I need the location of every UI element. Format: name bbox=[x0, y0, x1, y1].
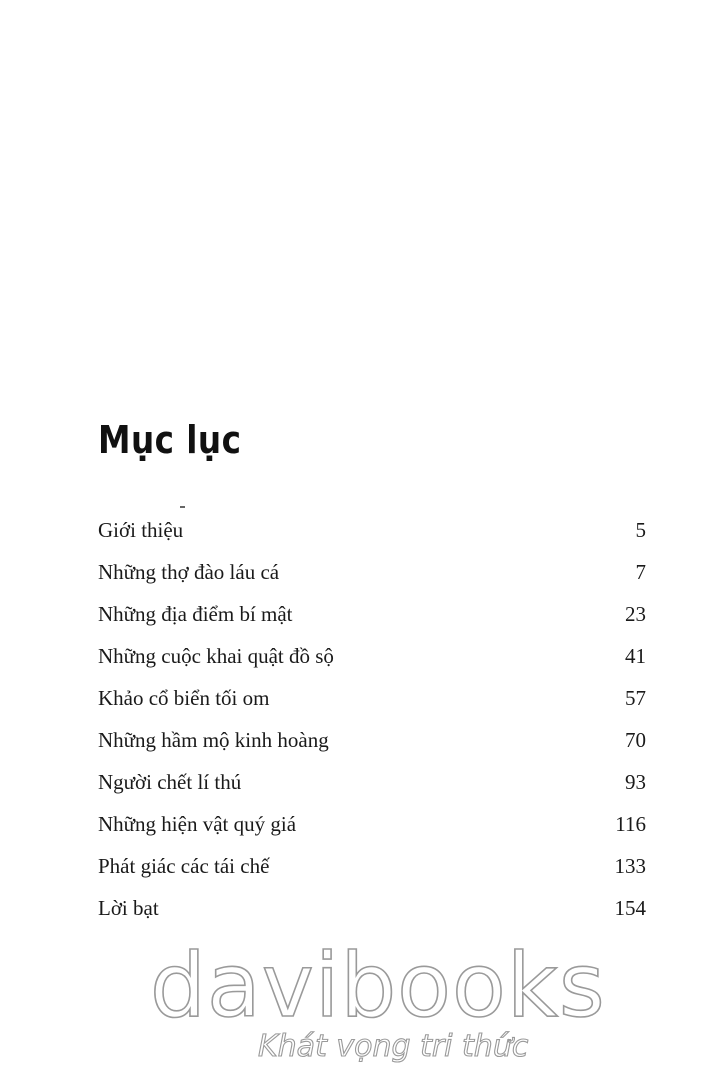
toc-entry-label: Người chết lí thú bbox=[98, 770, 242, 794]
toc-entry bbox=[98, 809, 646, 851]
toc-entry-page: 41 bbox=[625, 644, 646, 668]
watermark-slogan: Khát vọng tri thức bbox=[258, 1029, 529, 1064]
toc-entry bbox=[98, 725, 646, 767]
toc-entry-page: 7 bbox=[635, 560, 646, 584]
toc-entry-label: Những cuộc khai quật đồ sộ bbox=[98, 644, 334, 668]
toc-entry-label: Lời bạt bbox=[98, 896, 159, 920]
watermark-brand: davibooks bbox=[150, 934, 606, 1037]
toc-entry-label: Khảo cổ biển tối om bbox=[98, 686, 270, 710]
toc-title: Mục lục bbox=[98, 418, 242, 462]
toc-entry-page: 116 bbox=[615, 812, 646, 836]
toc-entry-label: Những địa điểm bí mật bbox=[98, 602, 293, 626]
publisher-watermark bbox=[150, 934, 606, 1072]
toc-entry-page: 133 bbox=[614, 854, 646, 878]
toc-entry-label: Những thợ đào láu cá bbox=[98, 560, 280, 584]
toc-entry-page: 154 bbox=[614, 896, 646, 920]
toc-entry bbox=[98, 515, 646, 557]
toc-entry-label: Giới thiệu bbox=[98, 518, 184, 542]
toc-list bbox=[98, 515, 646, 935]
toc-entry bbox=[98, 767, 646, 809]
toc-entry bbox=[98, 641, 646, 683]
toc-entry bbox=[98, 893, 646, 935]
toc-entry-page: 5 bbox=[635, 518, 646, 542]
toc-entry bbox=[98, 599, 646, 641]
toc-entry-page: 93 bbox=[625, 770, 646, 794]
toc-entry-page: 23 bbox=[625, 602, 646, 626]
toc-entry-page: 57 bbox=[625, 686, 646, 710]
toc-entry bbox=[98, 851, 646, 893]
toc-entry-label: Những hiện vật quý giá bbox=[98, 812, 297, 836]
toc-entry-label: Những hầm mộ kinh hoàng bbox=[98, 728, 329, 752]
print-mark bbox=[180, 506, 185, 508]
toc-entry-page: 70 bbox=[625, 728, 646, 752]
toc-entry bbox=[98, 683, 646, 725]
toc-entry-label: Phát giác các tái chế bbox=[98, 854, 270, 878]
toc-entry bbox=[98, 557, 646, 599]
